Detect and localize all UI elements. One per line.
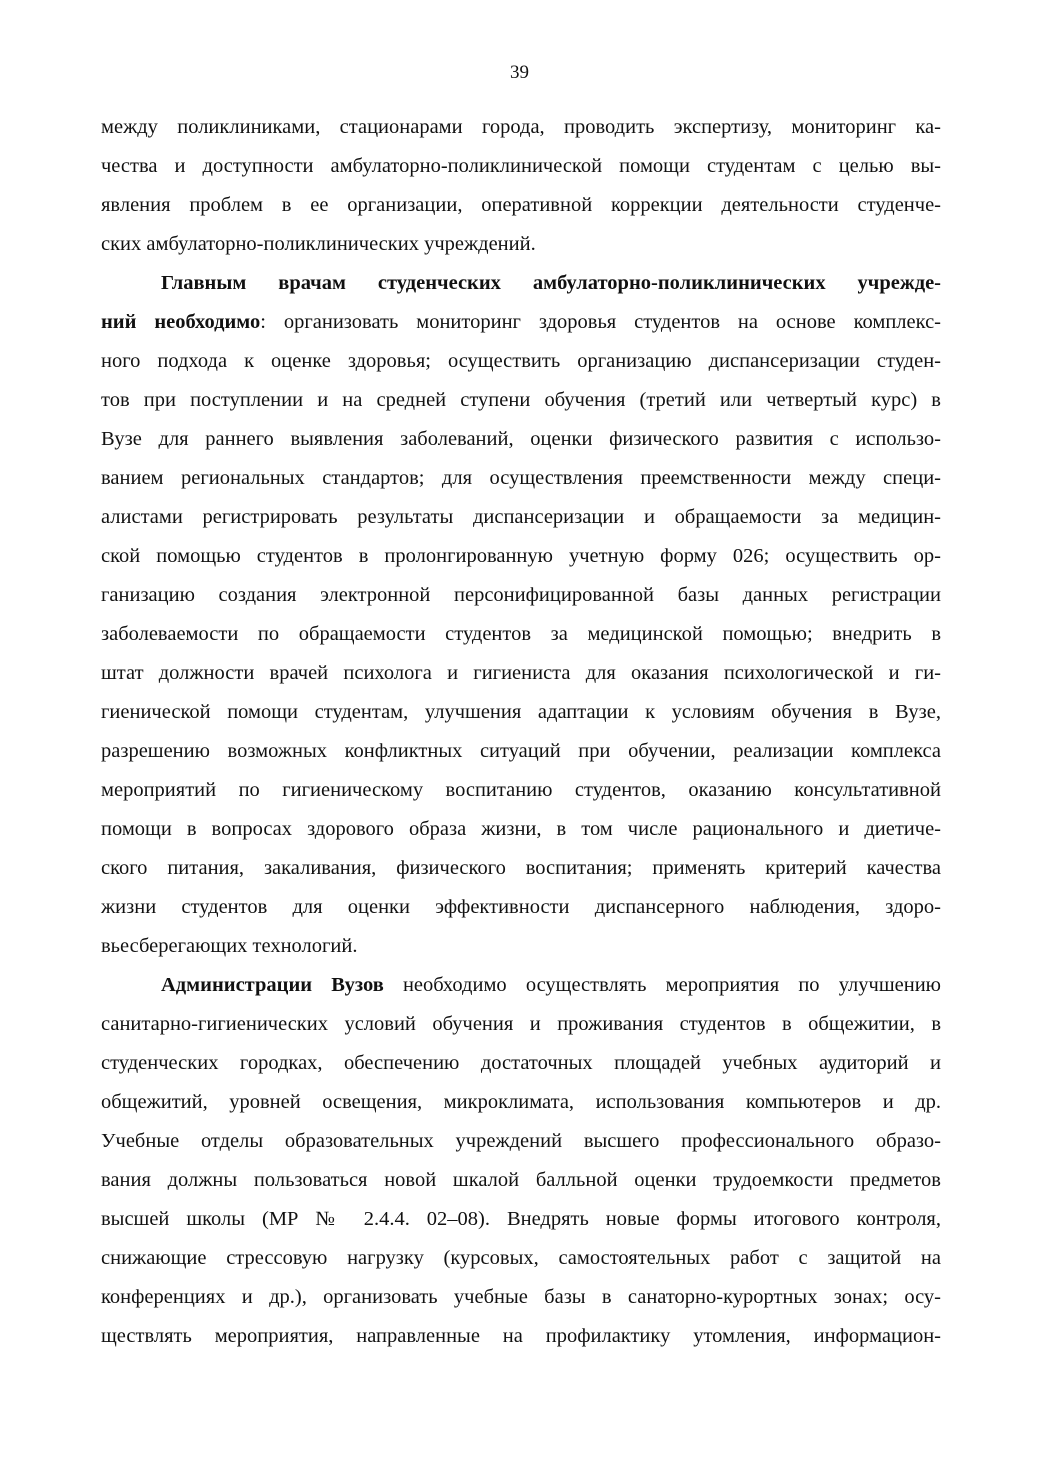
text-line: ской помощью студентов в пролонгированную учетную форму 026; осуществить ор-: [101, 545, 941, 567]
text-line: студенческих городках, обеспечению достаточных площадей учебных аудиторий и: [101, 1052, 941, 1074]
paragraph-1: [101, 108, 941, 264]
line-text: необходимо осуществлять мероприятия по улучшению: [383, 974, 941, 996]
text-line: чества и доступности амбулаторно-поликлинической помощи студентам с целью вы-: [101, 155, 941, 177]
text-line: конференциях и др.), организовать учебные базы в санаторно-курортных зонах; осу-: [101, 1286, 941, 1308]
paragraph-2: [101, 264, 941, 966]
text-line: мероприятий по гигиеническому воспитанию студентов, оказанию консультативной: [101, 779, 941, 801]
text-line: между поликлиниками, стационарами города, проводить экспертизу, мониторинг ка-: [101, 116, 941, 138]
text-line: алистами регистрировать результаты диспансеризации и обращаемости за медицин-: [101, 506, 941, 528]
text-line: [101, 264, 941, 303]
text-line: заболеваемости по обращаемости студентов за медицинской помощью; внедрить в: [101, 623, 941, 645]
bold-heading: Администрации Вузов: [161, 974, 384, 996]
text-line: явления проблем в ее организации, оперативной коррекции деятельности студенче-: [101, 194, 941, 216]
text-line: высшей школы (МР № 2.4.4. 02–08). Внедрять новые формы итогового контроля,: [101, 1208, 941, 1230]
text-line: штат должности врачей психолога и гигиениста для оказания психологической и ги-: [101, 662, 941, 684]
text-line: ществлять мероприятия, направленные на профилактику утомления, информацион-: [101, 1325, 941, 1347]
text-line: жизни студентов для оценки эффективности диспансерного наблюдения, здоро-: [101, 896, 941, 918]
document-body: [101, 108, 941, 1356]
bold-heading: ний необходимо: [101, 311, 261, 333]
text-line: ганизацию создания электронной персонифицированной базы данных регистрации: [101, 584, 941, 606]
page-number: 39: [510, 62, 529, 83]
text-line: ских амбулаторно-поликлинических учреждений.: [101, 233, 536, 255]
text-line: Вузе для раннего выявления заболеваний, оценки физического развития с использо-: [101, 428, 941, 450]
text-line: ванием региональных стандартов; для осуществления преемственности между специ-: [101, 467, 941, 489]
bold-heading: Главным врачам студенческих амбулаторно-поликлинических учрежде-: [161, 272, 941, 294]
text-line: ного подхода к оценке здоровья; осуществить организацию диспансеризации студен-: [101, 350, 941, 372]
text-line: Учебные отделы образовательных учреждений высшего профессионального образо-: [101, 1130, 941, 1152]
text-line: разрешению возможных конфликтных ситуаций при обучении, реализации комплекса: [101, 740, 941, 762]
text-line: гиенической помощи студентам, улучшения адаптации к условиям обучения в Вузе,: [101, 701, 941, 723]
text-line: вания должны пользоваться новой шкалой балльной оценки трудоемкости предметов: [101, 1169, 941, 1191]
text-line: [101, 303, 941, 342]
text-line: санитарно-гигиенических условий обучения и проживания студентов в общежитии, в: [101, 1013, 941, 1035]
text-line: [101, 966, 941, 1005]
text-line: тов при поступлении и на средней ступени обучения (третий или четвертый курс) в: [101, 389, 941, 411]
text-line: снижающие стрессовую нагрузку (курсовых, самостоятельных работ с защитой на: [101, 1247, 941, 1269]
text-line: вьесберегающих технологий.: [101, 935, 358, 957]
text-line: общежитий, уровней освещения, микроклимата, использования компьютеров и др.: [101, 1091, 941, 1113]
text-line: помощи в вопросах здорового образа жизни, в том числе рационального и диетиче-: [101, 818, 941, 840]
text-line: ского питания, закаливания, физического воспитания; применять критерий качества: [101, 857, 941, 879]
paragraph-3: [101, 966, 941, 1356]
line-text: : организовать мониторинг здоровья студентов на основе комплекс-: [260, 311, 941, 333]
